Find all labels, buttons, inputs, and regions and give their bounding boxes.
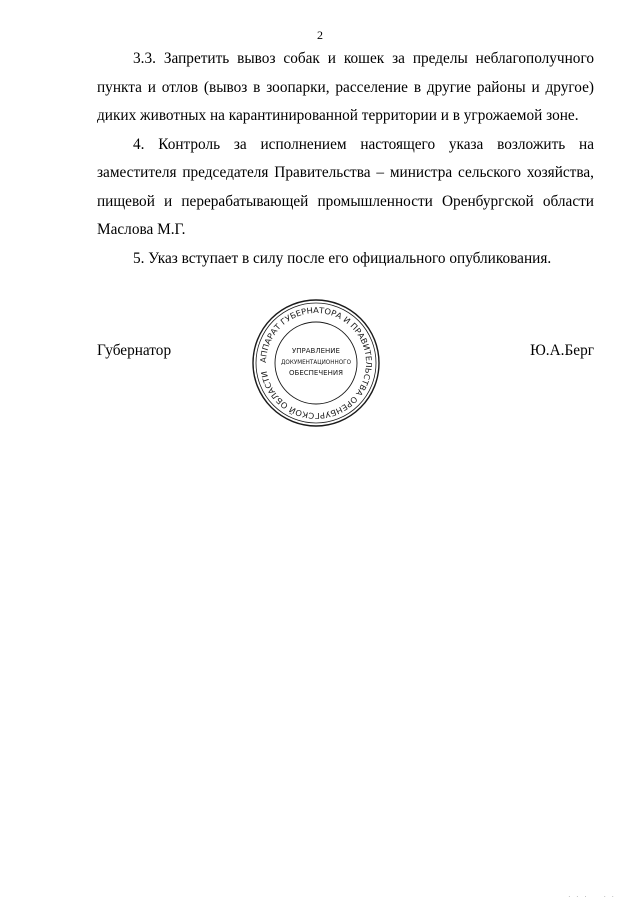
document-body: [97, 45, 594, 273]
paragraph-4: 4. Контроль за исполнением настоящего указа возложить на заместителя председателя Правительства – министра сельского хозяйства, пищевой и перерабатывающей промышленности Оренбургской области Маслова М.Г.: [97, 135, 594, 238]
seal-ring-textpath: АППАРАТ ГУБЕРНАТОРА И ПРАВИТЕЛЬСТВА ОРЕНБУРГСКОЙ ОБЛАСТИ: [258, 305, 374, 421]
signatory-name: Ю.А.Берг: [530, 342, 594, 359]
page-number: 2: [317, 28, 323, 42]
seal-center-line-2: ДОКУМЕНТАЦИОННОГО: [281, 359, 352, 366]
paragraph-3-3: 3.3. Запретить вывоз собак и кошек за пределы неблагополучного пункта и отлов (вывоз в зоопарки, расселение в другие районы и другое) диких животных на карантинированной территории и в угрожаемой зоне.: [97, 50, 594, 124]
signatory-title: Губернатор: [97, 342, 172, 359]
seal-center-line-1: УПРАВЛЕНИЕ: [292, 347, 340, 355]
seal-graphic: [249, 296, 383, 430]
official-seal: [249, 296, 383, 430]
seal-center-line-3: ОБЕСПЕЧЕНИЯ: [289, 369, 343, 377]
paragraph-5: 5. Указ вступает в силу после его официального опубликования.: [133, 249, 552, 267]
scan-artifact: · · · · ·: [568, 893, 616, 901]
